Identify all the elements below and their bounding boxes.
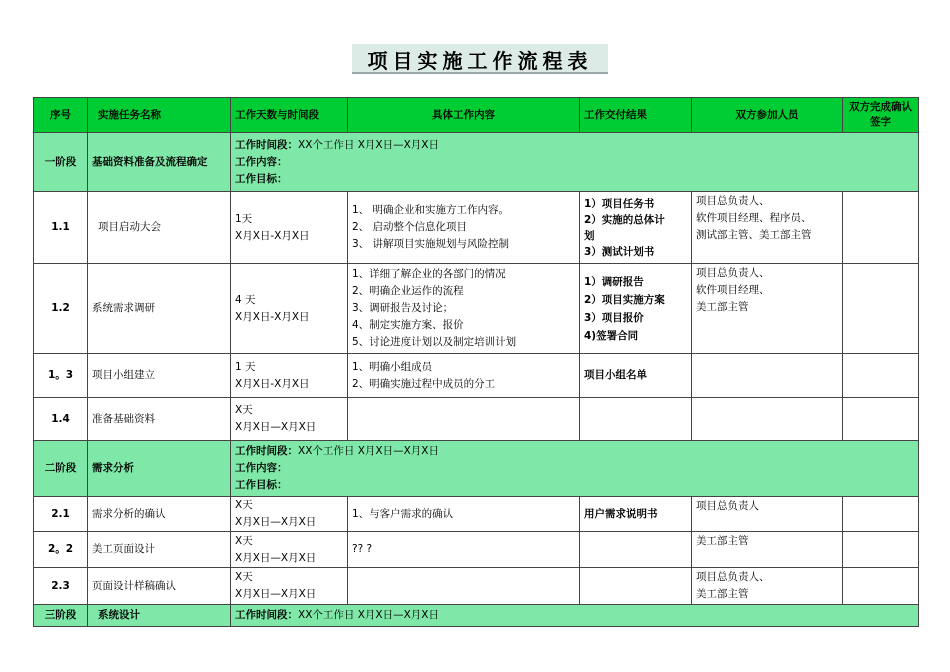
row-no: 1。3 bbox=[34, 354, 88, 398]
table-row bbox=[34, 398, 919, 441]
row-task: 准备基础资料 bbox=[88, 398, 231, 441]
row-sign bbox=[843, 568, 919, 605]
row-content: 1、 明确企业和实施方工作内容。 2、 启动整个信息化项目 3、 讲解项目实施规划与风险控制 bbox=[348, 192, 580, 264]
phase-row-3 bbox=[34, 605, 919, 627]
row-sign bbox=[843, 192, 919, 264]
header-content: 具体工作内容 bbox=[348, 98, 580, 133]
phase-info bbox=[231, 133, 919, 192]
header-row bbox=[34, 98, 919, 133]
phase-row-1 bbox=[34, 133, 919, 192]
row-sign bbox=[843, 354, 919, 398]
goal-label: 工作目标： bbox=[235, 479, 288, 491]
row-task: 项目启动大会 bbox=[88, 192, 231, 264]
period-label: 工作时间段： bbox=[235, 445, 298, 457]
row-days: 1天 X月X日-X月X日 bbox=[231, 192, 348, 264]
row-content: 1、明确小组成员 2、明确实施过程中成员的分工 bbox=[348, 354, 580, 398]
phase-no: 一阶段 bbox=[34, 133, 88, 192]
table-row bbox=[34, 264, 919, 354]
row-no: 1.1 bbox=[34, 192, 88, 264]
row-sign bbox=[843, 264, 919, 354]
row-sign bbox=[843, 398, 919, 441]
period-value: XX个工作日 X月X日—X月X日 bbox=[298, 445, 439, 457]
phase-name: 需求分析 bbox=[88, 441, 231, 497]
page-title: 项目实施工作流程表 bbox=[367, 49, 593, 73]
row-no: 1.2 bbox=[34, 264, 88, 354]
header-people: 双方参加人员 bbox=[692, 98, 843, 133]
row-no: 2。2 bbox=[34, 532, 88, 568]
header-sign: 双方完成确认签字 bbox=[843, 98, 919, 133]
table-row bbox=[34, 568, 919, 605]
header-no: 序号 bbox=[34, 98, 88, 133]
row-deliver bbox=[580, 398, 692, 441]
row-days: 1 天 X月X日-X月X日 bbox=[231, 354, 348, 398]
content-label: 工作内容： bbox=[235, 155, 288, 168]
phase-info bbox=[231, 441, 919, 497]
row-days: X天 X月X日—X月X日 bbox=[231, 497, 348, 532]
row-days: X天 X月X日—X月X日 bbox=[231, 568, 348, 605]
row-days: X天 X月X日—X月X日 bbox=[231, 532, 348, 568]
row-content bbox=[348, 398, 580, 441]
row-no: 1.4 bbox=[34, 398, 88, 441]
row-deliver: 1）调研报告 2）项目实施方案 3）项目报价 4)签署合同 bbox=[580, 264, 692, 354]
row-people bbox=[692, 398, 843, 441]
phase-name: 系统设计 bbox=[88, 605, 231, 627]
goal-label: 工作目标： bbox=[235, 172, 288, 185]
row-people bbox=[692, 354, 843, 398]
header-task: 实施任务名称 bbox=[88, 98, 231, 133]
table-row bbox=[34, 354, 919, 398]
row-people: 美工部主管 bbox=[692, 532, 843, 568]
phase-no: 三阶段 bbox=[34, 605, 88, 627]
row-deliver: 1）项目任务书 2）实施的总体计 划 3）测试计划书 bbox=[580, 192, 692, 264]
row-content: 1、与客户需求的确认 bbox=[348, 497, 580, 532]
row-deliver bbox=[580, 568, 692, 605]
row-people: 项目总负责人、 软件项目经理、 美工部主管 bbox=[692, 264, 843, 354]
row-no: 2.1 bbox=[34, 497, 88, 532]
row-deliver: 用户需求说明书 bbox=[580, 497, 692, 532]
period-label: 工作时间段： bbox=[235, 609, 298, 621]
period-value: XX个工作日 X月X日—X月X日 bbox=[298, 609, 439, 621]
table-row bbox=[34, 192, 919, 264]
table-row bbox=[34, 532, 919, 568]
row-sign bbox=[843, 532, 919, 568]
row-content bbox=[348, 568, 580, 605]
row-deliver bbox=[580, 532, 692, 568]
phase-name: 基础资料准备及流程确定 bbox=[88, 133, 231, 192]
row-content: 1、详细了解企业的各部门的情况 2、明确企业运作的流程 3、调研报告及讨论； 4、制定实施方案、报价 5、讨论进度计划以及制定培训计划 bbox=[348, 264, 580, 354]
workflow-table bbox=[33, 97, 919, 627]
phase-row-2 bbox=[34, 441, 919, 497]
phase-info bbox=[231, 605, 919, 627]
content-label: 工作内容： bbox=[235, 462, 288, 474]
row-sign bbox=[843, 497, 919, 532]
header-days: 工作天数与时间段 bbox=[231, 98, 348, 133]
table-row bbox=[34, 497, 919, 532]
row-task: 系统需求调研 bbox=[88, 264, 231, 354]
row-days: 4 天 X月X日-X月X日 bbox=[231, 264, 348, 354]
row-people: 项目总负责人 bbox=[692, 497, 843, 532]
row-days: X天 X月X日—X月X日 bbox=[231, 398, 348, 441]
row-deliver: 项目小组名单 bbox=[580, 354, 692, 398]
row-people: 项目总负责人、 美工部主管 bbox=[692, 568, 843, 605]
row-task: 需求分析的确认 bbox=[88, 497, 231, 532]
row-task: 项目小组建立 bbox=[88, 354, 231, 398]
row-task: 页面设计样稿确认 bbox=[88, 568, 231, 605]
title-banner bbox=[352, 44, 608, 74]
period-label: 工作时间段： bbox=[235, 138, 298, 151]
header-deliver: 工作交付结果 bbox=[580, 98, 692, 133]
row-task: 美工页面设计 bbox=[88, 532, 231, 568]
row-no: 2.3 bbox=[34, 568, 88, 605]
period-value: XX个工作日 X月X日—X月X日 bbox=[298, 138, 439, 151]
phase-no: 二阶段 bbox=[34, 441, 88, 497]
row-content: ?? ? bbox=[348, 532, 580, 568]
row-people: 项目总负责人、 软件项目经理、程序员、 测试部主管、美工部主管 bbox=[692, 192, 843, 264]
